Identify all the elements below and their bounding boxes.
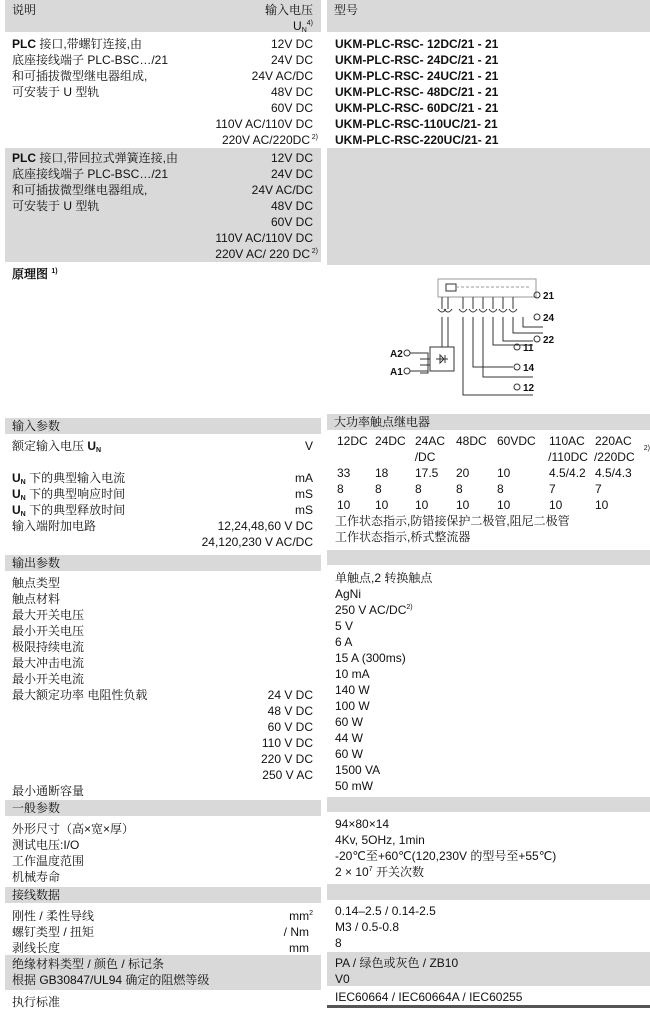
footnote-ref: 2) <box>311 134 318 141</box>
description-line: 和可插拔微型继电器组成, <box>12 69 148 83</box>
input-voltage: 220V AC/220DC <box>221 133 310 147</box>
output-row <box>5 575 321 591</box>
input-current: 33 <box>337 466 351 480</box>
description-line: 底座接线端子 PLC-BSC…/21 <box>12 53 169 67</box>
output-value: 5 V <box>335 619 354 633</box>
description-line: 可安装于 U 型轨 <box>12 85 100 99</box>
output-label: 最大开关电压 <box>12 608 85 622</box>
output-row <box>5 735 321 751</box>
output-row <box>5 767 321 783</box>
description-line: PLC 接口,带螺钉连接,由 <box>12 37 143 51</box>
output-label: 最小开关电流 <box>12 672 85 686</box>
input-left: 额定输入电压 $U_N$ V $U_N$ 下的典型输入电流 mA $U_N$ 下的典型响应时间 mS $U_N$ 下的典型释放时间 mS 输入端附加电路 12,24,48,60 V DC 24,120,230 V AC/DC <box>12 439 313 549</box>
voltage-column <box>456 449 497 465</box>
response-time: 7 <box>595 482 602 496</box>
release-time: 10 <box>595 498 609 512</box>
output-row <box>5 783 321 799</box>
response-time: 8 <box>337 482 344 496</box>
power-voltage: 110 V DC <box>261 736 313 750</box>
output-row <box>5 687 321 703</box>
pin <box>459 297 467 312</box>
output-value: 15 A (300ms) <box>335 651 406 665</box>
output-value: 50 mW <box>335 779 374 793</box>
description-line: 可安装于 U 型轨 <box>12 199 100 213</box>
power-voltage: 250 V AC <box>262 768 313 782</box>
response-time: 8 <box>456 482 463 496</box>
release-time: 10 <box>375 498 389 512</box>
product-row <box>5 116 321 132</box>
product-row <box>5 246 321 262</box>
input-circuit: 工作状态指示,防错接保护二极管,阻尼二极管 <box>335 514 570 528</box>
product-row <box>5 182 321 198</box>
general-section-title: 一般参数 <box>5 800 321 816</box>
input-current: 4.5/4.2 <box>549 466 586 480</box>
input-voltage: 24V AC/DC <box>251 183 313 197</box>
input-current: 20 <box>456 466 470 480</box>
voltage-column: /110DC <box>548 450 588 464</box>
product-row <box>5 166 321 182</box>
input-voltage: 48V DC <box>270 199 313 213</box>
wiring-diagram <box>390 275 590 405</box>
terminal-22: 22 <box>543 335 555 346</box>
input-right-table <box>327 433 650 545</box>
diagram-label: 原理图 $^{1)}$ <box>12 267 58 281</box>
output-value: 100 W <box>335 699 370 713</box>
output-row <box>5 591 321 607</box>
description-line: 底座接线端子 PLC-BSC…/21 <box>12 167 169 181</box>
output-value: 60 W <box>335 715 364 729</box>
spring-right <box>327 148 650 262</box>
output-value: AgNi <box>335 587 362 601</box>
terminal-24: 24 <box>543 313 555 324</box>
divider <box>327 262 650 265</box>
model-number: UKM-PLC-RSC- 48DC/21 - 21 <box>335 85 499 99</box>
output-value: 10 mA <box>335 667 370 681</box>
terminal-a2: A2 <box>390 349 403 360</box>
output-value: 44 W <box>335 731 364 745</box>
output-value: 6 A <box>335 635 353 649</box>
output-row <box>5 639 321 655</box>
terminal-21: 21 <box>543 291 555 302</box>
release-time: 10 <box>415 498 429 512</box>
standard-value: IEC60664 / IEC60664A / IEC60255 <box>335 990 523 1004</box>
footnote-ref: 2) <box>643 445 650 452</box>
terminal-12: 12 <box>523 383 535 394</box>
general-right: 94×80×14 4Kv, 5OHz, 1min -20℃至+60℃(120,230V 的型号至+55℃) $2 \times 10^7$ 开关次数 <box>335 817 557 879</box>
response-time: 8 <box>375 482 382 496</box>
spring-section <box>5 148 321 262</box>
general-left <box>5 821 321 885</box>
input-current: 18 <box>375 466 389 480</box>
output-value: 单触点,2 转换触点 <box>335 571 433 585</box>
col-voltage-header: 输入电压 <box>264 3 313 17</box>
release-time: 10 <box>549 498 563 512</box>
voltage-column: 24AC <box>415 434 446 448</box>
input-voltage: 24V DC <box>270 167 313 181</box>
model-number: UKM-PLC-RSC-110UC/21- 21 <box>335 117 498 131</box>
output-row <box>5 703 321 719</box>
output-row <box>5 655 321 671</box>
voltage-column: 48DC <box>456 434 487 448</box>
insulation-right: PA / 绿色或灰色 / ZB10 V0 <box>327 952 650 986</box>
output-row <box>5 607 321 623</box>
response-time: 8 <box>415 482 422 496</box>
model-number: UKM-PLC-RSC- 12DC/21 - 21 <box>335 37 499 51</box>
pin <box>509 297 517 312</box>
model-number: UKM-PLC-RSC-220UC/21- 21 <box>335 133 499 147</box>
output-label: 最小开关电压 <box>12 624 85 638</box>
release-time: 10 <box>337 498 351 512</box>
output-value: 60 W <box>335 747 364 761</box>
release-time: 10 <box>456 498 470 512</box>
input-voltage: 60V DC <box>270 101 313 115</box>
voltage-column: 12DC <box>337 434 368 448</box>
output-row <box>5 623 321 639</box>
product-row <box>5 36 321 52</box>
output-label: 最大冲击电流 <box>12 656 85 670</box>
output-label: 触点材料 <box>12 592 61 606</box>
input-circuit: 工作状态指示,桥式整流器 <box>335 530 471 544</box>
output-row <box>5 751 321 767</box>
terminal-a1: A1 <box>390 367 403 378</box>
product-row <box>5 150 321 166</box>
wiring-right: 0.14–2.5 / 0.14-2.5 M3 / 0.5-0.8 8 <box>335 904 436 950</box>
header-left <box>5 0 321 32</box>
power-voltage: 24 V DC <box>267 688 313 702</box>
output-section-title: 输出参数 <box>5 555 321 571</box>
general-label: 外形尺寸（高×宽×厚） <box>12 822 135 836</box>
header-right <box>327 0 650 32</box>
pin <box>479 297 487 312</box>
output-label: 最大额定功率 电阻性负载 <box>12 688 148 702</box>
output-row <box>5 671 321 687</box>
output-label: 极限持续电流 <box>12 640 85 654</box>
screw-models <box>327 36 650 148</box>
model-number: UKM-PLC-RSC- 24DC/21 - 21 <box>335 53 499 67</box>
voltage-column: 220AC <box>595 434 632 448</box>
input-current: 10 <box>497 466 511 480</box>
voltage-column <box>496 449 548 465</box>
footnote-ref: 2) <box>406 604 413 611</box>
input-voltage: 12V DC <box>270 151 313 165</box>
output-value: 250 V AC/DC <box>335 603 407 617</box>
bottom-rule <box>327 1005 650 1008</box>
input-voltage: 60V DC <box>270 215 313 229</box>
voltage-column: 24DC <box>375 434 406 448</box>
voltage-column: 110AC <box>549 434 585 448</box>
power-voltage: 220 V DC <box>260 752 313 766</box>
wiring-right-band <box>327 884 650 900</box>
power-voltage: 60 V DC <box>267 720 313 734</box>
power-voltage: 48 V DC <box>267 704 313 718</box>
input-voltage: 48V DC <box>270 85 313 99</box>
product-row <box>5 52 321 68</box>
general-label: 工作温度范围 <box>12 854 85 868</box>
pin <box>489 297 497 312</box>
product-row <box>5 230 321 246</box>
wiring-left: 刚性 / 柔性导线 $mm^2$ 螺钉类型 / 扭矩 / Nm 剥线长度 mm <box>12 909 313 955</box>
input-voltage: 110V AC/110V DC <box>215 231 313 245</box>
output-label: 最小通断容量 <box>12 784 85 798</box>
col-model-header: 型号 <box>334 3 359 17</box>
product-row <box>5 198 321 214</box>
product-row <box>5 84 321 100</box>
output-row <box>5 719 321 735</box>
voltage-column: /DC <box>414 450 436 464</box>
voltage-column <box>375 449 415 465</box>
response-time: 8 <box>497 482 504 496</box>
relay-title: 大功率触点继电器 <box>327 414 650 430</box>
pin <box>469 297 477 312</box>
standard-label: 执行标准 <box>12 995 61 1009</box>
description-line: 和可插拔微型继电器组成, <box>12 183 148 197</box>
output-right-band <box>327 550 650 565</box>
product-row <box>5 214 321 230</box>
output-label: 触点类型 <box>12 576 61 590</box>
model-number: UKM-PLC-RSC- 60DC/21 - 21 <box>335 101 499 115</box>
pin <box>499 297 507 312</box>
product-row <box>5 100 321 116</box>
product-row <box>5 132 321 148</box>
release-time: 10 <box>497 498 511 512</box>
input-voltage: 24V DC <box>270 53 313 67</box>
input-current: 17.5 <box>415 466 439 480</box>
description-line: PLC 接口,带回拉式弹簧连接,由 <box>12 151 179 165</box>
wiring-section-title: 接线数据 <box>5 887 321 903</box>
voltage-column: /220DC <box>593 450 635 464</box>
general-label: 机械寿命 <box>12 870 61 884</box>
model-number: UKM-PLC-RSC- 24UC/21 - 21 <box>335 69 499 83</box>
terminal-11: 11 <box>523 343 534 354</box>
general-right-band <box>327 797 650 812</box>
screw-section <box>5 36 321 148</box>
input-voltage: 220V AC/ 220 DC <box>215 247 310 261</box>
output-left <box>5 575 321 799</box>
general-label: 测试电压:I/O <box>12 838 80 852</box>
input-voltage: 110V AC/110V DC <box>215 117 313 131</box>
output-right <box>327 570 650 794</box>
footnote-ref: 2) <box>311 248 318 255</box>
voltage-column <box>337 449 375 465</box>
insulation-left: 绝缘材料类型 / 颜色 / 标记条 根据 GB30847/UL94 确定的阻燃等级 <box>5 955 321 990</box>
voltage-column: 60VDC <box>497 434 536 448</box>
col-description-header: 说明 <box>12 3 37 17</box>
input-voltage: 24V AC/DC <box>251 69 313 83</box>
input-current: 4.5/4.3 <box>595 466 632 480</box>
terminal-14: 14 <box>523 363 535 374</box>
output-value: 1500 VA <box>335 763 381 777</box>
un-label: $U_N^{4)}$ <box>293 19 313 34</box>
input-section-title: 输入参数 <box>5 418 321 434</box>
response-time: 7 <box>549 482 556 496</box>
output-value: 140 W <box>335 683 370 697</box>
input-voltage: 12V DC <box>270 37 313 51</box>
product-row <box>5 68 321 84</box>
